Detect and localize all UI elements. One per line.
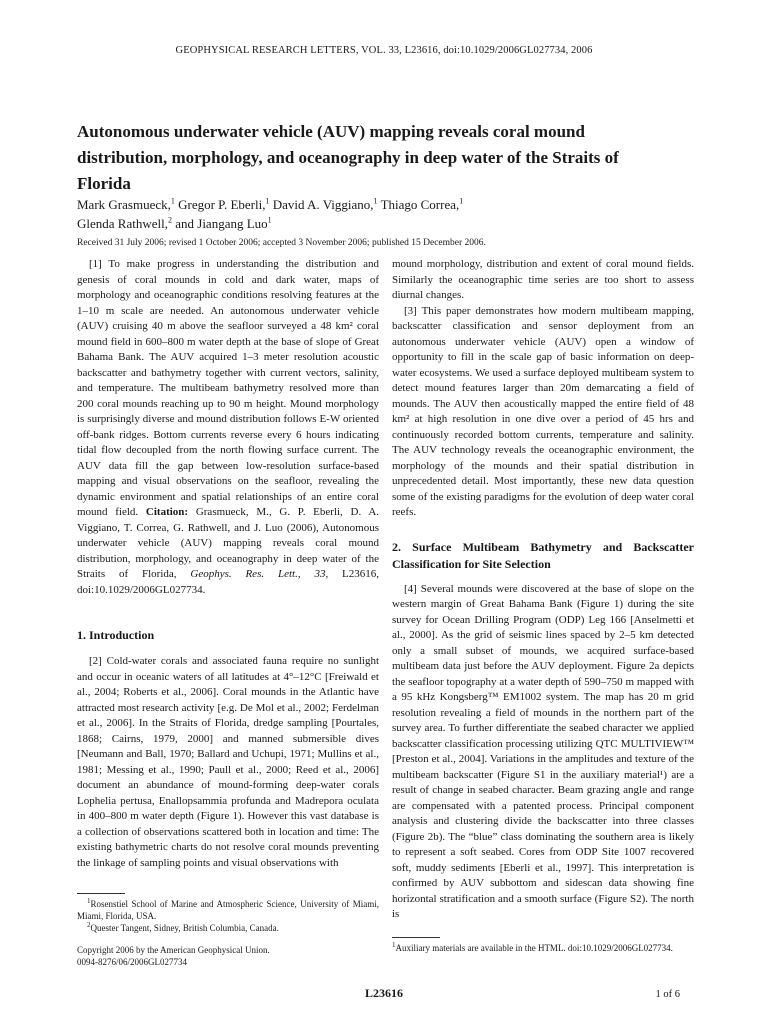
- author: David A. Viggiano,$^1$: [272, 196, 378, 212]
- auxiliary-footnote: $^1$Auxiliary materials are available in the HTML. doi:10.1029/2006GL027734.: [392, 941, 673, 953]
- page-number: 1 of 6: [655, 989, 680, 1000]
- author: and Jiangang Luo$^1$: [175, 215, 272, 231]
- author: Gregor P. Eberli,$^1$: [178, 196, 270, 212]
- right-column: [392, 257, 694, 923]
- citation-text: Grasmueck, M., G. P. Eberli, D. A. Viggiano, T. Correa, G. Rathwell, and J. Luo (2006), Autonomous underwater vehicle (AUV) mapping reveals coral mound distribution, morphology, and oceanography in deep water of the Straits of Florida,: [77, 506, 379, 580]
- abstract-text: To make progress in understanding the distribution and genesis of coral mounds in cold and dark water, maps of morphology and oceanographic conditions resolving features at the 1–10 m scale are needed. An autonomous underwater vehicle (AUV) cruising 40 m above the seafloor surveyed a 48 km² coral mound field in 600–800 m water depth at the base of slope of Great Bahama Bank. The AUV acquired 1–3 meter resolution acoustic backscatter and bathymetry together with current vectors, salinity, and temperature. The multibeam bathymetry resolved more than 200 coral mounds reaching up to 90 m height. Mound morphology is surprisingly diverse and mound distribution follows E-W oriented off-bank ridges. Bottom currents reverse every 6 hours indicating tidal flow decoupled from the north flowing surface current. The AUV data fill the gap between low-resolution surface-based mapping and visual observations on the seafloor, revealing the dynamic environment and spatial relationships of an entire coral mound field.: [77, 258, 379, 518]
- section-heading-multibeam: 2. Surface Multibeam Bathymetry and Backscatter Classification for Site Selection: [392, 539, 694, 571]
- author: Mark Grasmueck,$^1$: [77, 196, 175, 212]
- running-header: GEOPHYSICAL RESEARCH LETTERS, VOL. 33, L23616, doi:10.1029/2006GL027734, 2006: [175, 45, 593, 56]
- paragraph-number: [4]: [404, 582, 417, 595]
- affiliation-footnotes: $^1$Rosenstiel School of Marine and Atmospheric Science, University of Miami, Miami, Florida, USA. $^2$Quester Tangent, Sidney, British Columbia, Canada.: [77, 897, 379, 933]
- paragraph-text: This paper demonstrates how modern multibeam mapping, backscatter classification and sensor deployment from an autonomous underwater vehicle (AUV) open a window of opportunity to fill in the scale gap of basic information on deep-water ecosystems. We used a surface deployed multibeam system to detect mound features larger than 20m demarcating a field of mounds. The AUV then acoustically mapped the entire field of 48 km² at high resolution in one dive over a period of 45 hrs and continuously recorded bottom currents, temperature and salinity. The AUV technology reveals the oceanographic environment, the morphology of the mounds and their spatial distribution in unprecedented detail. Most importantly, these new data question some of the existing paradigms for the evolution of deep water coral reefs.: [392, 304, 694, 518]
- paragraph-text: mound morphology, distribution and extent of coral mound fields. Similarly the oceanographic time series are too short to assess diurnal changes.: [392, 258, 694, 301]
- paragraph-text: Several mounds were discovered at the base of slope on the western margin of Great Bahama Bank (Figure 1) during the site survey for Ocean Drilling Program (ODP) Leg 166 [Anselmetti et al., 2000]. As the grid of seismic lines spaced by 2–5 km detected only a small subset of mounds, we acquired surface-based multibeam data just before the AUV deployment. Figure 2a depicts the seafloor topography at a water depth of 590–750 m mapped with a 95 kHz Kongsberg™ EM1002 system. The map has 20 m grid resolution revealing a field of mounds in the northern part of the survey area. To further differentiate the seabed character we applied backscatter classification processing utilizing QTC MULTIVIEW™ [Preston et al., 2004]. Variations in the amplitudes and texture of the multibeam backscatter (Figure S1 in the auxiliary material¹) are a result of change in seabed character. Beam grazing angle and range are compensated with a patented process. Principal component analysis and clustering divide the backscatter into three classes (Figure 2b). The “blue” class dominating the southern area is likely to represent a soft seabed. Cores from ODP Site 1007 recovered soft, muddy sediments [Eberli et al., 1997]. This interpretation is confirmed by AUV subbottom and sidescan data showing fine horizontal stratification and a smooth surface (Figure S2). The north is: [392, 582, 694, 920]
- footnote-affiliation-1: Rosenstiel School of Marine and Atmospheric Science, University of Miami, Miami, Florida, USA.: [77, 899, 379, 921]
- footnote-divider: [77, 893, 125, 894]
- paragraph-number: [3]: [404, 304, 417, 317]
- section-heading-introduction: 1. Introduction: [77, 628, 155, 642]
- citation-label: Citation:: [145, 506, 189, 518]
- left-column: [77, 257, 379, 871]
- paragraph-number: [1]: [89, 258, 102, 270]
- paragraph-number: [2]: [89, 655, 102, 667]
- publication-dates: Received 31 July 2006; revised 1 October 2006; accepted 3 November 2006; published 15 December 2006.: [77, 238, 486, 248]
- article-id: L23616: [364, 986, 403, 1000]
- copyright-notice: Copyright 2006 by the American Geophysical Union. 0094-8276/06/2006GL027734: [77, 945, 270, 967]
- abstract: [1] To make progress in understanding the distribution and genesis of coral mounds in cold and dark water, maps of morphology and oceanographic conditions resolving features at the 1–10 m scale are needed. An autonomous underwater vehicle (AUV) cruising 40 m above the seafloor surveyed a 48 km² coral mound field in 600–800 m water depth at the base of slope of Great Bahama Bank. The AUV acquired 1–3 meter resolution acoustic backscatter and bathymetry together with current vectors, salinity, and temperature. The multibeam bathymetry resolved more than 200 coral mounds reaching up to 90 m height. Mound morphology is surprisingly diverse and mound distribution follows E-W oriented off-bank ridges. Bottom currents reverse every 6 hours indicating tidal flow decoupled from the north flowing surface current. The AUV data fill the gap between low-resolution surface-based mapping and visual observations on the seafloor, revealing the dynamic environment and spatial relationships of an entire coral mound field. Citation: Grasmueck, M., G. P. Eberli, D. A. Viggiano, T. Correa, G. Rathwell, and J. Luo (2006), Autonomous underwater vehicle (AUV) mapping reveals coral mound distribution, morphology, and oceanography in deep water of the Straits of Florida, Geophys. Res. Lett., 33, L23616, doi:10.1029/2006GL027734.: [77, 258, 379, 596]
- footnote-divider: [392, 937, 440, 938]
- author-list: [77, 195, 637, 233]
- paragraph-text: Cold-water corals and associated fauna require no sunlight and occur in oceanic waters of all latitudes at 4°–12°C [Freiwald et al., 2004; Roberts et al., 2006]. Coral mounds in the Atlantic have attracted most research activity [e.g. De Mol et al., 2002; Ferdelman et al., 2006]. In the Straits of Florida, dredge sampling [Pourtales, 1868; Cairns, 1979, 2000] and manned submersible dives [Neumann and Ball, 1970; Ballard and Uchupi, 1971; Mullins et al., 1981; Messing et al., 1990; Paull et al., 2000; Reed et al., 2006] document an abundance of mound-forming deep-water corals Lophelia pertusa, Enallopsammia profunda and Madrepora oculata in 400–800 m water depth (Figure 1). However this vast database is a collection of observations scattered both in location and time: The existing bathymetric charts do not resolve coral mounds preventing the linkage of sampling points and visual observations with: [77, 655, 380, 869]
- author: Glenda Rathwell,$^2$: [77, 215, 172, 231]
- citation-journal: Geophys. Res. Lett.: [190, 568, 298, 580]
- citation-doi: L23616, doi:10.1029/2006GL027734.: [77, 568, 379, 596]
- footnote-affiliation-2: Quester Tangent, Sidney, British Columbia, Canada.: [90, 923, 279, 933]
- author: Thiago Correa,$^1$: [380, 196, 464, 212]
- article-title: Autonomous underwater vehicle (AUV) mapping reveals coral mound distribution, morphology, and oceanography in deep water of the Straits of Florida: [77, 122, 619, 193]
- citation-volume: 33,: [314, 568, 329, 580]
